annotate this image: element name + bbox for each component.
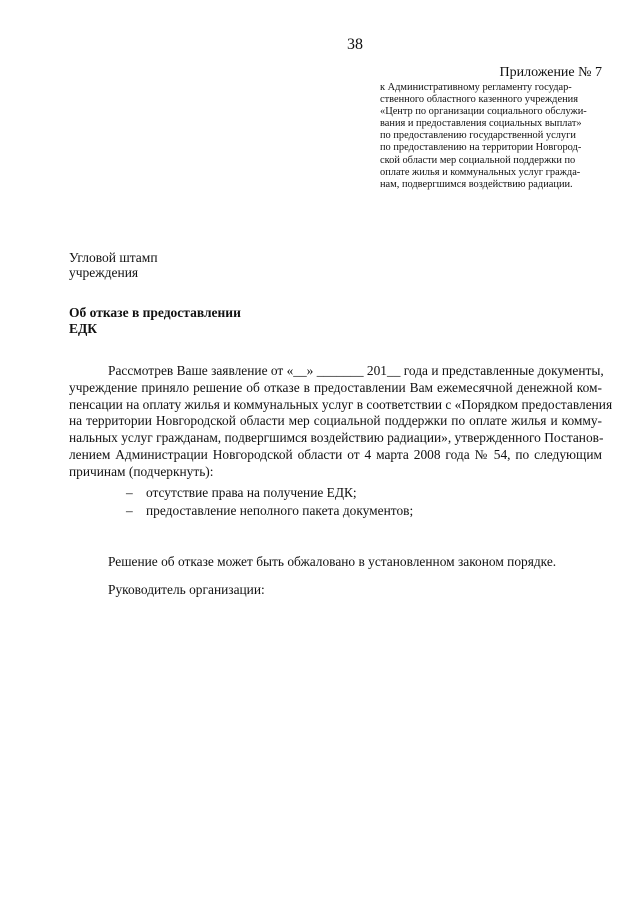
appeal-notice: Решение об отказе может быть обжаловано в установленном законом порядке. bbox=[108, 554, 557, 569]
dash-bullet: – bbox=[126, 485, 133, 500]
appendix-line: ственного областного казенного учреждения bbox=[380, 94, 578, 106]
appendix-line: ской области мер социальной поддержки по bbox=[380, 154, 576, 166]
reason-text: предоставление неполного пакета документов; bbox=[146, 503, 414, 518]
appendix-line: оплате жилья и коммунальных услуг гражда- bbox=[380, 166, 581, 178]
appendix-line: по предоставлению на территории Новгород- bbox=[380, 142, 582, 154]
appendix-title: Приложение № 7 bbox=[499, 65, 602, 80]
page-number: 38 bbox=[347, 36, 363, 53]
appendix-line: к Административному регламенту государ- bbox=[380, 82, 572, 93]
corner-stamp-placeholder bbox=[69, 250, 158, 280]
title-line: ЕДК bbox=[69, 321, 98, 336]
refusal-reasons-list bbox=[126, 484, 413, 520]
appendix-line: нам, подвергшимся воздействию радиации. bbox=[380, 178, 573, 190]
stamp-line: Угловой штамп bbox=[69, 250, 158, 265]
body-line: на территории Новгородской области мер социальной поддержки по оплате жилья и комму- bbox=[69, 413, 602, 429]
body-line: пенсации на оплату жилья и коммунальных услуг в соответствии с «Порядком предоставления bbox=[69, 396, 613, 412]
body-line: лением Администрации Новгородской области от 4 марта 2008 года № 54, по следующим bbox=[69, 446, 602, 462]
list-item bbox=[126, 484, 413, 502]
appendix-line: «Центр по организации социального обслужи- bbox=[380, 106, 587, 118]
body-line: Рассмотрев Ваше заявление от «__» _______ 201__ года и представленные документы, bbox=[108, 363, 604, 378]
appendix-caption bbox=[380, 82, 602, 191]
stamp-line: учреждения bbox=[69, 265, 139, 280]
appendix-line: вания и предоставления социальных выплат» bbox=[380, 118, 582, 130]
head-of-organization-label: Руководитель организации: bbox=[108, 582, 265, 597]
dash-bullet: – bbox=[126, 503, 133, 518]
document-title bbox=[69, 305, 241, 337]
body-line: причинам (подчеркнуть): bbox=[69, 463, 214, 479]
reason-text: отсутствие права на получение ЕДК; bbox=[146, 485, 357, 500]
body-line: учреждение приняло решение об отказе в предоставлении Вам ежемесячной денежной ком- bbox=[69, 379, 602, 395]
appendix-line: по предоставлению государственной услуги bbox=[380, 130, 576, 142]
list-item bbox=[126, 502, 413, 520]
body-line: нальных услуг гражданам, подвергшимся воздействию радиации», утвержденного Постанов- bbox=[69, 430, 604, 446]
body-paragraph bbox=[69, 363, 613, 481]
title-line: Об отказе в предоставлении bbox=[69, 305, 241, 320]
